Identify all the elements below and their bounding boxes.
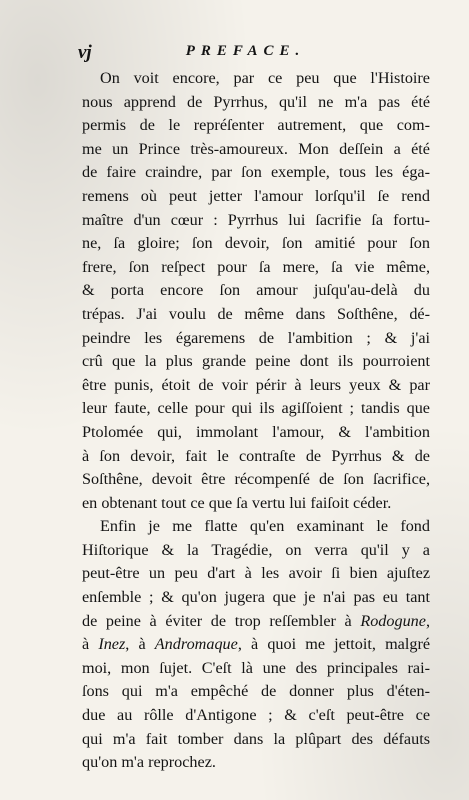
text-line: permis de le repréſenter autrement, que com- xyxy=(82,116,430,135)
text-line: frere, ſon reſpect pour ſa mere, ſa vie même, xyxy=(82,257,430,276)
text-line: en obtenant tout ce que ſa vertu lui faiſoit céder. xyxy=(82,493,392,512)
text-line: Ptolomée qui, immolant l'amour, & l'ambition xyxy=(82,422,430,441)
text-line: de faire craindre, par ſon exemple, tous les éga- xyxy=(82,163,430,182)
text-line: qui m'a fait tomber dans la plûpart des défauts xyxy=(82,729,430,748)
text-line: moi, mon ſujet. C'eſt là une des principales rai- xyxy=(82,658,430,677)
text-line: ne, ſa gloire; ſon devoir, ſon amitié pour ſon xyxy=(82,234,430,253)
text-line: peut-être un peu d'art à les avoir ſi bien ajuſtez xyxy=(82,564,430,583)
text-line: être punis, étoit de voir périr à leurs yeux & par xyxy=(82,375,430,394)
running-head: PREFACE. xyxy=(185,43,306,59)
text-line: leur faute, celle pour qui ils agiſſoient ; tandis que xyxy=(82,399,430,418)
text-line: crû que la plus grande peine dont ils pourroient xyxy=(82,352,430,371)
text-line: enſemble ; & qu'on jugera que je n'ai pas eu tant xyxy=(82,588,430,607)
text-line: peindre les égaremens de l'ambition ; & j'ai xyxy=(82,328,430,347)
text-line: maître d'un cœur : Pyrrhus lui ſacrifie ſa fortu- xyxy=(82,210,430,229)
text-line: Hiſtorique & la Tragédie, on verra qu'il y a xyxy=(82,540,430,559)
text-line: de peine à éviter de trop reſſembler à Rodogune, xyxy=(82,611,430,630)
text-line: qu'on m'a reprochez. xyxy=(82,753,216,772)
text-line: Enfin je me flatte qu'en examinant le fond xyxy=(100,517,430,536)
text-line: me un Prince très-amoureux. Mon deſſein a été xyxy=(82,139,430,158)
text-line: à ſon devoir, fait le contraſte de Pyrrhus & de xyxy=(82,446,430,465)
page-header xyxy=(70,42,421,66)
text-line: due au rôlle d'Antigone ; & c'eſt peut-être ce xyxy=(82,706,430,725)
text-line: trépas. J'ai voulu de même dans Soſthêne, dé- xyxy=(82,304,430,323)
page-number: vj xyxy=(78,42,92,63)
body-text xyxy=(82,67,430,775)
text-line: à Inez, à Andromaque, à quoi me jettoit, malgré xyxy=(82,635,431,654)
text-line: Soſthêne, devoit être récompenſé de ſon ſacrifice, xyxy=(82,470,430,489)
text-line: ſons qui m'a empêché de donner plus d'éten- xyxy=(82,682,430,701)
text-line: nous apprend de Pyrrhus, qu'il ne m'a pas été xyxy=(82,92,430,111)
text-line: On voit encore, par ce peu que l'Histoire xyxy=(100,69,430,87)
text-line: & porta encore ſon amour juſqu'au-delà du xyxy=(82,281,430,300)
text-line: remens où peut jetter l'amour lorſqu'il ſe rend xyxy=(82,186,430,205)
